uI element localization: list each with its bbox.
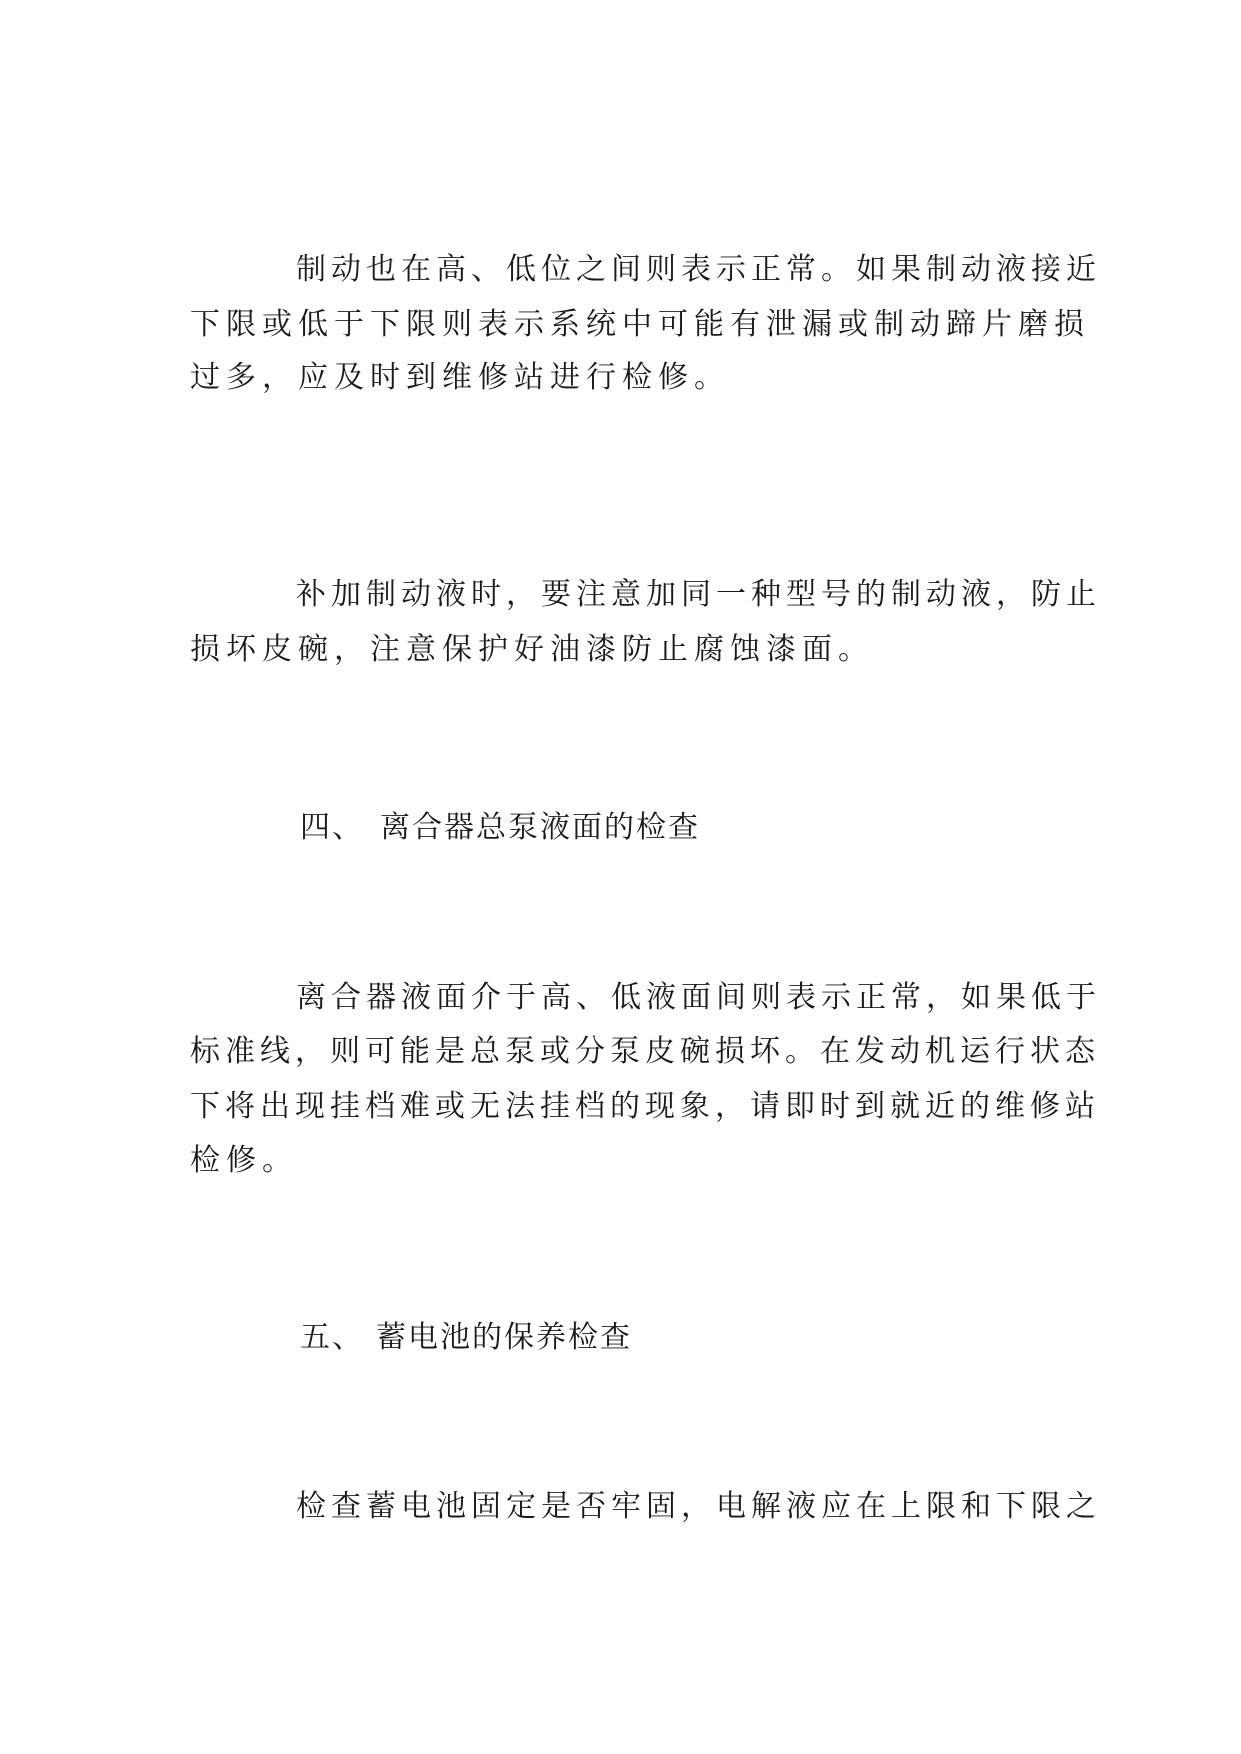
text-line: 检查蓄电池固定是否牢固，电解液应在上限和下限之 (296, 1489, 1101, 1524)
section-number: 五、 (300, 1320, 364, 1355)
text-line: 补加制动液时，要注意加同一种型号的制动液，防止 (296, 577, 1101, 612)
text-line: 过多，应及时到维修站进行检修。 (190, 360, 730, 395)
text-line: 下将出现挂档难或无法挂档的现象，请即时到就近的维修站 (190, 1089, 1100, 1124)
text-line: 离合器液面介于高、低液面间则表示正常，如果低于 (296, 980, 1101, 1015)
text-line: 下限或低于下限则表示系统中可能有泄漏或制动蹄片磨损 (190, 307, 1090, 342)
section-title: 离合器总泵液面的检查 (380, 810, 700, 845)
text-line: 标准线，则可能是总泵或分泵皮碗损坏。在发动机运行状态 (190, 1034, 1100, 1069)
text-line: 制动也在高、低位之间则表示正常。如果制动液接近 (296, 252, 1101, 287)
section-number: 四、 (300, 810, 364, 845)
section-title: 蓄电池的保养检查 (376, 1320, 632, 1355)
text-line: 检修。 (190, 1143, 298, 1178)
text-line: 损坏皮碗，注意保护好油漆防止腐蚀漆面。 (190, 632, 874, 667)
